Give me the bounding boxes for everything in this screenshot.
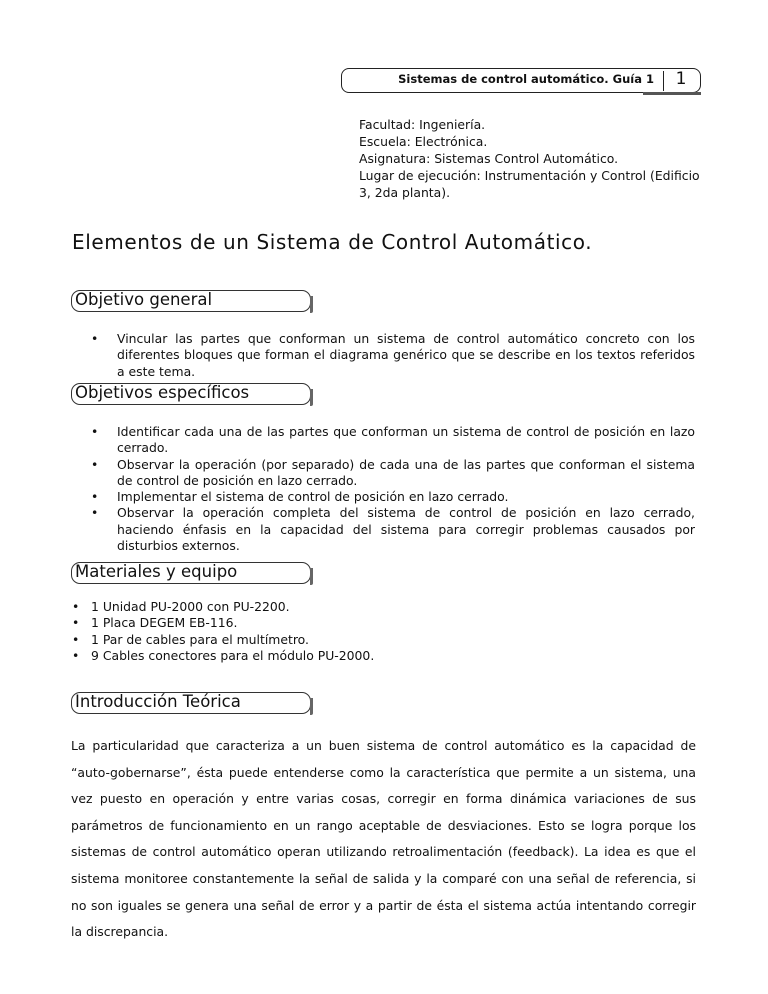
list-item bbox=[91, 331, 695, 380]
section-heading-label: Objetivo general bbox=[75, 290, 213, 309]
list-item bbox=[91, 489, 695, 505]
introduccion-paragraph: La particularidad que caracteriza a un buen sistema de control automático es la capacidad de “auto-gobernarse”, ésta puede entenderse como la característica que permite a un sistema, una vez puesto en operación y entre varias cosas, corregir en forma dinámica variaciones de sus parámetros de funcionamiento en un rango aceptable de desviaciones. Esto se logra porque los sistemas de control automático operan utilizando retroalimentación (feedback). La idea es que el sistema monitoree constantemente la señal de salida y la comparé con una señal de referencia, si no son iguales se genera una señal de error y a partir de ésta el sistema actúa intentando corregir la discrepancia. bbox=[71, 738, 696, 940]
list-item bbox=[72, 615, 491, 631]
list-item-text: Identificar cada una de las partes que conforman un sistema de control de posición en lazo cerrado. bbox=[117, 424, 695, 456]
list-item-text: Observar la operación completa del sistema de control de posición en lazo cerrado, haciendo énfasis en la capacidad del sistema para corregir problemas causados por disturbios externos. bbox=[117, 505, 695, 554]
page-number: 1 bbox=[675, 69, 687, 89]
list-item-text: 1 Par de cables para el multímetro. bbox=[91, 631, 309, 647]
school-line: Escuela: Electrónica. bbox=[359, 134, 488, 149]
section-heading-objetivo-general bbox=[71, 290, 311, 312]
list-item bbox=[72, 647, 491, 664]
bullet: • bbox=[91, 456, 99, 472]
bullet: • bbox=[91, 424, 99, 439]
header-title: Sistemas de control automático. Guía 1 bbox=[398, 72, 654, 86]
section-heading-label: Introducción Teórica bbox=[75, 692, 241, 711]
heading-shadow bbox=[310, 296, 313, 313]
bullet: • bbox=[91, 331, 99, 346]
list-item bbox=[72, 599, 491, 615]
section-heading-objetivos-especificos bbox=[71, 383, 311, 405]
list-item bbox=[91, 424, 695, 457]
list-item-text: 9 Cables conectores para el módulo PU-2000. bbox=[91, 647, 375, 663]
header-divider bbox=[663, 71, 664, 91]
bullet: • bbox=[72, 647, 80, 663]
list-item-text: 1 Unidad PU-2000 con PU-2200. bbox=[91, 599, 290, 614]
location-line: Lugar de ejecución: Instrumentación y Control (Edificio 3, 2da planta). bbox=[359, 168, 700, 200]
bullet: • bbox=[91, 505, 99, 521]
materiales-list bbox=[72, 599, 491, 664]
section-heading-label: Materiales y equipo bbox=[75, 562, 238, 581]
page-header bbox=[341, 68, 701, 93]
faculty-line: Facultad: Ingeniería. bbox=[359, 117, 486, 132]
subject-line: Asignatura: Sistemas Control Automático. bbox=[359, 151, 619, 166]
heading-shadow bbox=[310, 568, 313, 585]
bullet: • bbox=[72, 599, 80, 614]
list-item-text: Vincular las partes que conforman un sistema de control automático concreto con los diferentes bloques que forman el diagrama genérico que se describe en los textos referidos a este tema. bbox=[117, 331, 695, 379]
list-item-text: Implementar el sistema de control de posición en lazo cerrado. bbox=[117, 489, 509, 505]
section-heading-introduccion bbox=[71, 692, 311, 714]
section-heading-materiales bbox=[71, 562, 311, 584]
heading-shadow bbox=[310, 698, 313, 715]
objetivo-general-list bbox=[91, 331, 695, 380]
bullet: • bbox=[72, 631, 80, 647]
objetivos-especificos-list bbox=[91, 424, 695, 554]
bullet: • bbox=[91, 489, 99, 505]
list-item bbox=[91, 505, 695, 554]
header-shadow bbox=[643, 92, 701, 95]
list-item-text: 1 Placa DEGEM EB-116. bbox=[91, 615, 238, 631]
section-heading-label: Objetivos específicos bbox=[75, 383, 250, 402]
list-item bbox=[72, 631, 491, 648]
heading-shadow bbox=[310, 389, 313, 406]
list-item bbox=[91, 456, 695, 490]
document-title: Elementos de un Sistema de Control Automático. bbox=[72, 230, 593, 254]
bullet: • bbox=[72, 615, 80, 631]
course-info bbox=[359, 116, 704, 201]
list-item-text: Observar la operación (por separado) de cada una de las partes que conforman el sistema de control de posición en lazo cerrado. bbox=[117, 456, 695, 488]
